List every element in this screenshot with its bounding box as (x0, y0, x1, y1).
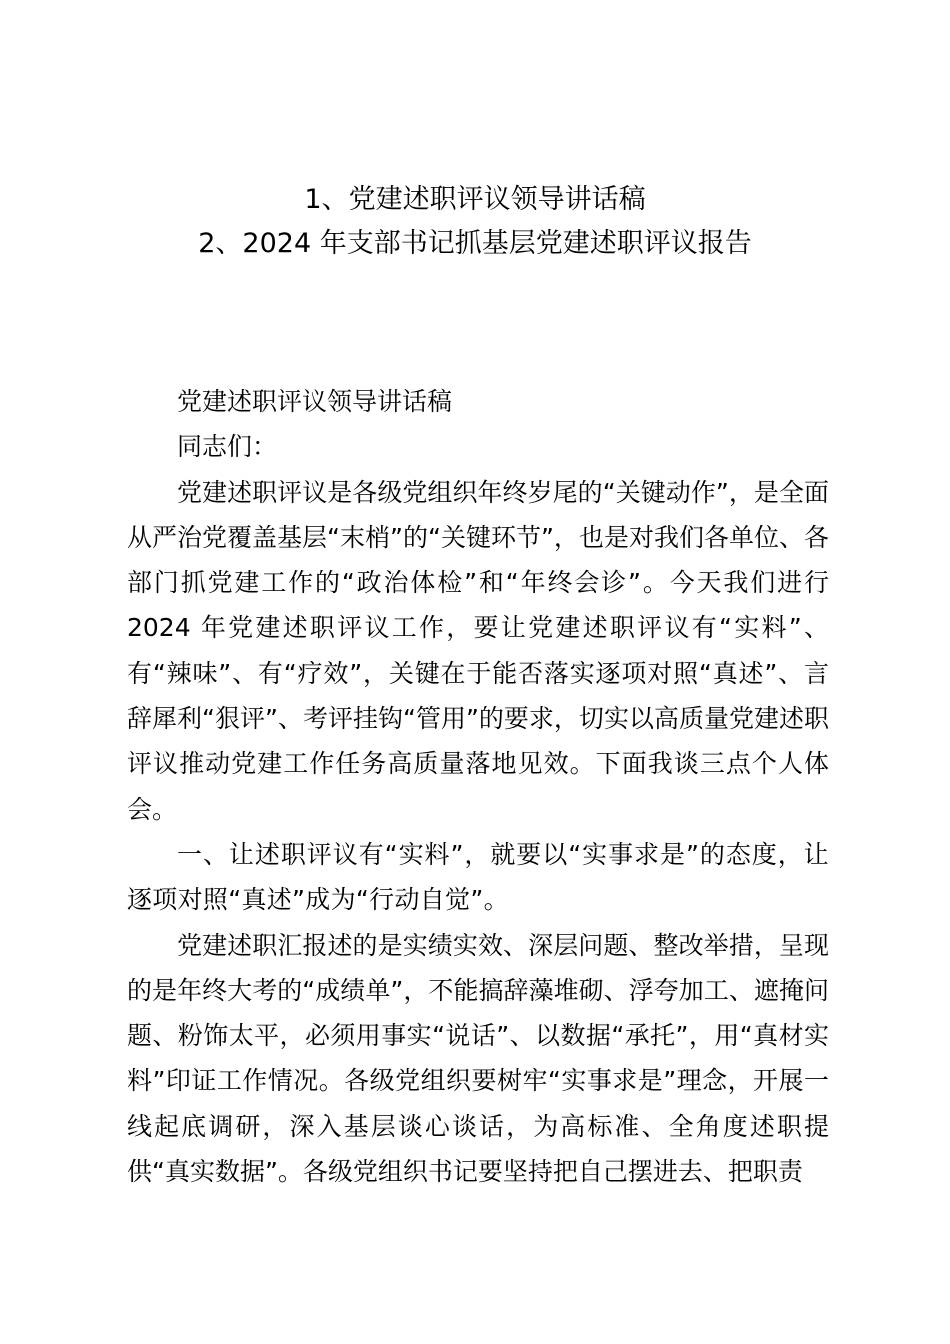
paragraph-intro: 党建述职评议是各级党组织年终岁尾的“关键动作”，是全面从严治党覆盖基层“末梢”的“关键环节”，也是对我们各单位、各部门抓党建工作的“政治体检”和“年终会诊”。今天我们进行 2024 年党建述职评议工作，要让党建述职评议有“实料”、有“辣味”、有“疗效”，关键在于能否落实逐项对照“真述”、言辞犀利“狠评”、考评挂钩“管用”的要求，切实以高质量党建述职评议推动党建工作任务高质量落地见效。下面我谈三点个人体会。 (127, 477, 829, 824)
document-body (127, 379, 829, 1194)
paragraph-section-1: 党建述职汇报述的是实绩实效、深层问题、整改举措，呈现的是年终大考的“成绩单”，不能搞辞藻堆砌、浮夸加工、遮掩问题、粉饰太平，必须用事实“说话”、以数据“承托”，用“真材实料”印证工作情况。各级党组织要树牢“实事求是”理念，开展一线起底调研，深入基层谈心谈话，为高标准、全角度述职提供“真实数据”。各级党组织书记要坚持把自己摆进去、把职责 (127, 930, 829, 1187)
section-heading-1: 一、让述职评议有“实料”，就要以“实事求是”的态度，让逐项对照“真述”成为“行动自觉”。 (127, 839, 829, 915)
table-of-contents (0, 178, 950, 266)
toc-item-1: 1、党建述职评议领导讲话稿 (304, 184, 646, 215)
salutation: 同志们： (177, 432, 278, 462)
speech-title: 党建述职评议领导讲话稿 (177, 387, 453, 416)
toc-item-2: 2、2024 年支部书记抓基层党建述职评议报告 (198, 228, 752, 259)
